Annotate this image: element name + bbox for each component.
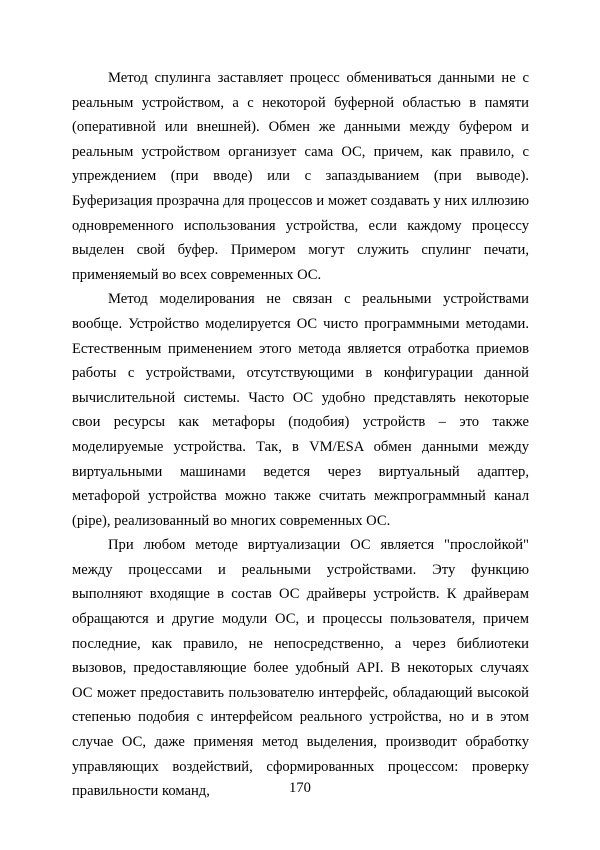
paragraph-modeling: Метод моделирования не связан с реальными устройствами вообще. Устройство моделируется ОС чисто программными методами. Естественным применением этого метода является отработка приемов работы с устройствами, отсутствующими в конфигурации данной вычислительной системы. Часто ОС удобно представлять некоторые свои ресурсы как метафоры (подобия) устройств – это также моделируемые устройства. Так, в VM/ESA обмен данными между виртуальными машинами ведется через виртуальный адаптер, метафорой устройства можно также считать межпрограммный канал (pipe), реализованный во многих современных ОС. [72,291,529,529]
paragraph-virtualization-layer: При любом методе виртуализации ОС является "прослойкой" между процессами и реальными устройствами. Эту функцию выполняют входящие в состав ОС драйверы устройств. К драйверам обращаются и другие модули ОС, и процессы пользователя, причем последние, как правило, не непосредственно, а через библиотеки вызовов, предоставляющие более удобный API. В некоторых случаях ОС может предоставить пользователю интерфейс, обладающий высокой степенью подобия с интерфейсом реального устройства, но и в этом случае ОС, даже применяя метод выделения, производит обработку управляющих воздействий, сформированных процессом: проверку правильности команд, [72,537,529,800]
paragraph-spooling: Метод спулинга заставляет процесс обмениваться данными не с реальным устройством, а с некоторой буферной областью в памяти (оперативной или внешней). Обмен же данными между буфером и реальным устройством организует сама ОС, причем, как правило, с упреждением (при вводе) или с запаздыванием (при выводе). Буферизация прозрачна для процессов и может создавать у них иллюзию одновременного использования устройства, если каждому процессу выделен свой буфер. Примером могут служить спулинг печати, применяемый во всех современных ОС. [72,70,529,283]
page-number: 170 [289,780,311,796]
